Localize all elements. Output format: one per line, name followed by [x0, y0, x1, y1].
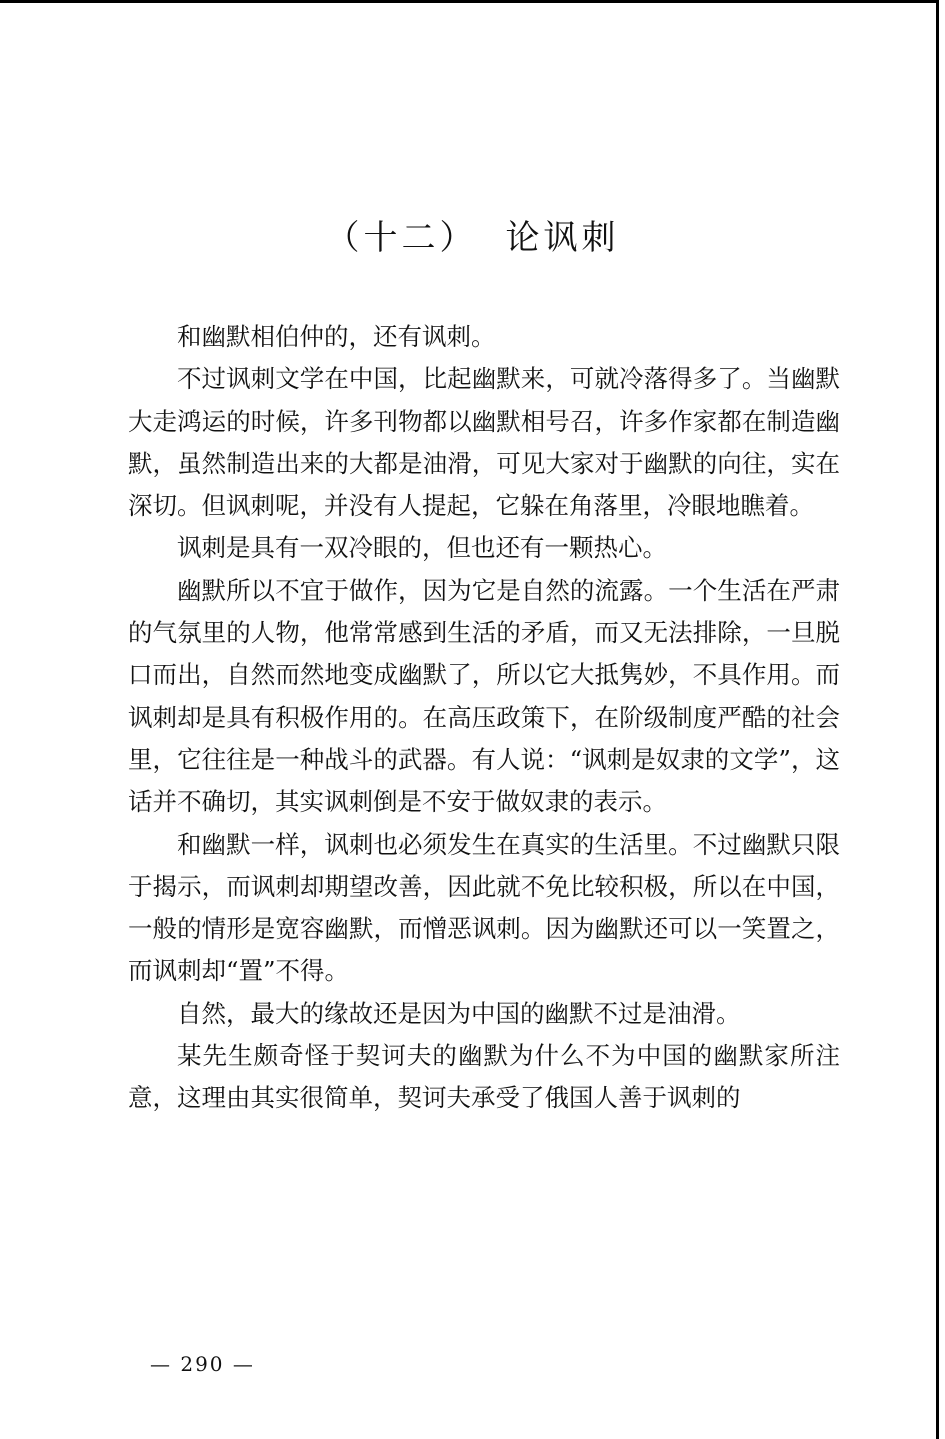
paragraph: 自然，最大的缘故还是因为中国的幽默不过是油滑。 — [177, 998, 741, 1028]
paragraph: 幽默所以不宜于做作，因为它是自然的流露。一个生活在严肃的气氛里的人物，他常常感到生活的矛盾，而又无法排除，一旦脱口而出，自然而然地变成幽默了，所以它大抵隽妙，不具作用。而讽刺却是具有积极作用的。在高压政策下，在阶级制度严酷的社会里，它往往是一种战斗的武器。有人说：“讽刺是奴隶的文学”，这话并不确切，其实讽刺倒是不安于做奴隶的表示。 — [128, 575, 840, 817]
paragraph: 某先生颇奇怪于契诃夫的幽默为什么不为中国的幽默家所注意，这理由其实很简单，契诃夫承受了俄国人善于讽刺的 — [128, 1041, 840, 1113]
body-text — [128, 316, 840, 1120]
chapter-title: 论讽刺 — [505, 218, 620, 258]
paragraph: 和幽默相伯仲的，还有讽刺。 — [177, 322, 496, 351]
paragraph: 和幽默一样，讽刺也必须发生在真实的生活里。不过幽默只限于揭示，而讽刺却期望改善，因此就不免比较积极，所以在中国，一般的情形是宽容幽默，而憎恶讽刺。因为幽默还可以一笑置之，而讽刺却“置”不得。 — [128, 829, 840, 986]
paragraph: 讽刺是具有一双冷眼的，但也还有一颗热心。 — [177, 533, 667, 563]
page-number: — 290 — — [150, 1352, 255, 1376]
chapter-number: （十二） — [325, 218, 478, 258]
paragraph: 不过讽刺文学在中国，比起幽默来，可就冷落得多了。当幽默大走鸿运的时候，许多刊物都以幽默相号召，许多作家都在制造幽默，虽然制造出来的大都是油滑，可见大家对于幽默的向往，实在深切。但讽刺呢，并没有人提起，它躲在角落里，冷眼地瞧着。 — [128, 364, 840, 521]
chapter-heading — [0, 210, 945, 259]
